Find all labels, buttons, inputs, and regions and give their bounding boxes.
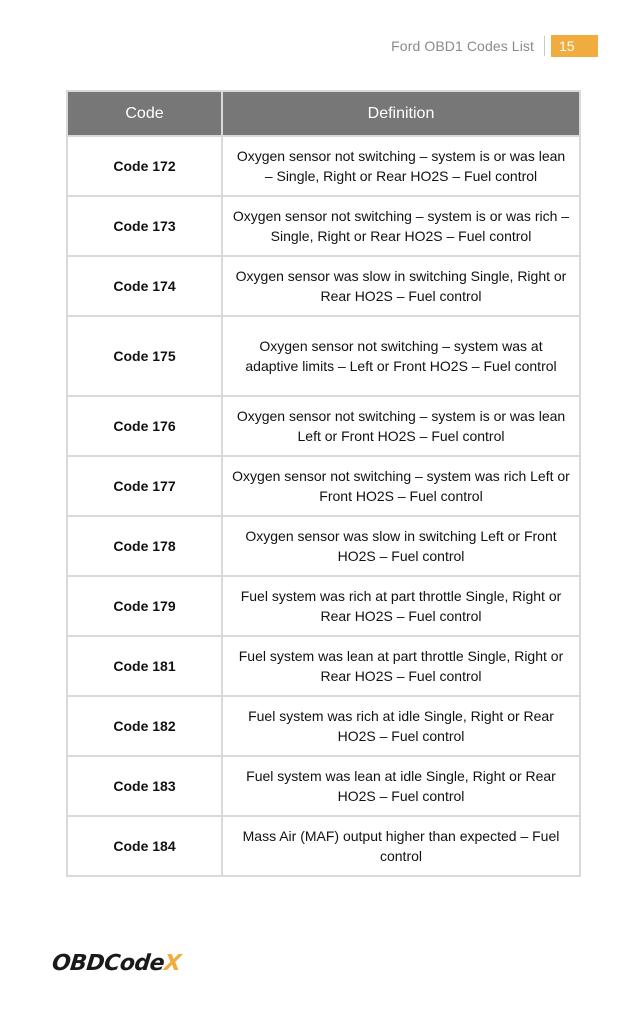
code-cell: Code 173	[67, 196, 222, 256]
table-row	[67, 136, 580, 196]
document-title: Ford OBD1 Codes List	[391, 38, 534, 54]
code-cell: Code 177	[67, 456, 222, 516]
table-row	[67, 516, 580, 576]
definition-cell: Oxygen sensor was slow in switching Single, Right or Rear HO2S – Fuel control	[222, 256, 580, 316]
table-row	[67, 196, 580, 256]
code-cell: Code 182	[67, 696, 222, 756]
table-row	[67, 396, 580, 456]
logo-accent-text: X	[162, 951, 182, 976]
code-cell: Code 174	[67, 256, 222, 316]
definition-cell: Oxygen sensor not switching – system was at adaptive limits – Left or Front HO2S – Fuel control	[222, 316, 580, 396]
definition-cell: Oxygen sensor not switching – system was rich Left or Front HO2S – Fuel control	[222, 456, 580, 516]
definition-cell: Fuel system was rich at part throttle Single, Right or Rear HO2S – Fuel control	[222, 576, 580, 636]
definition-cell: Oxygen sensor not switching – system is or was lean – Single, Right or Rear HO2S – Fuel control	[222, 136, 580, 196]
table-row	[67, 576, 580, 636]
definition-cell: Fuel system was rich at idle Single, Right or Rear HO2S – Fuel control	[222, 696, 580, 756]
brand-logo	[51, 951, 182, 976]
definition-cell: Mass Air (MAF) output higher than expected – Fuel control	[222, 816, 580, 876]
definition-cell: Oxygen sensor was slow in switching Left or Front HO2S – Fuel control	[222, 516, 580, 576]
table-row	[67, 256, 580, 316]
code-cell: Code 176	[67, 396, 222, 456]
page-number-badge: 15	[551, 35, 598, 57]
table-row	[67, 816, 580, 876]
page-header	[391, 35, 598, 57]
table-row	[67, 696, 580, 756]
definition-cell: Oxygen sensor not switching – system is or was rich – Single, Right or Rear HO2S – Fuel control	[222, 196, 580, 256]
definition-cell: Fuel system was lean at idle Single, Right or Rear HO2S – Fuel control	[222, 756, 580, 816]
table-header-row	[67, 91, 580, 136]
code-cell: Code 178	[67, 516, 222, 576]
table-row	[67, 316, 580, 396]
definition-cell: Fuel system was lean at part throttle Single, Right or Rear HO2S – Fuel control	[222, 636, 580, 696]
header-divider	[544, 36, 545, 56]
codes-table	[66, 90, 581, 877]
code-cell: Code 183	[67, 756, 222, 816]
definition-cell: Oxygen sensor not switching – system is or was lean Left or Front HO2S – Fuel control	[222, 396, 580, 456]
code-cell: Code 181	[67, 636, 222, 696]
code-cell: Code 175	[67, 316, 222, 396]
code-cell: Code 179	[67, 576, 222, 636]
logo-text: OBDCode	[50, 951, 166, 976]
code-cell: Code 172	[67, 136, 222, 196]
column-header-code: Code	[67, 91, 222, 136]
code-cell: Code 184	[67, 816, 222, 876]
table-row	[67, 636, 580, 696]
column-header-definition: Definition	[222, 91, 580, 136]
table-row	[67, 456, 580, 516]
table-row	[67, 756, 580, 816]
